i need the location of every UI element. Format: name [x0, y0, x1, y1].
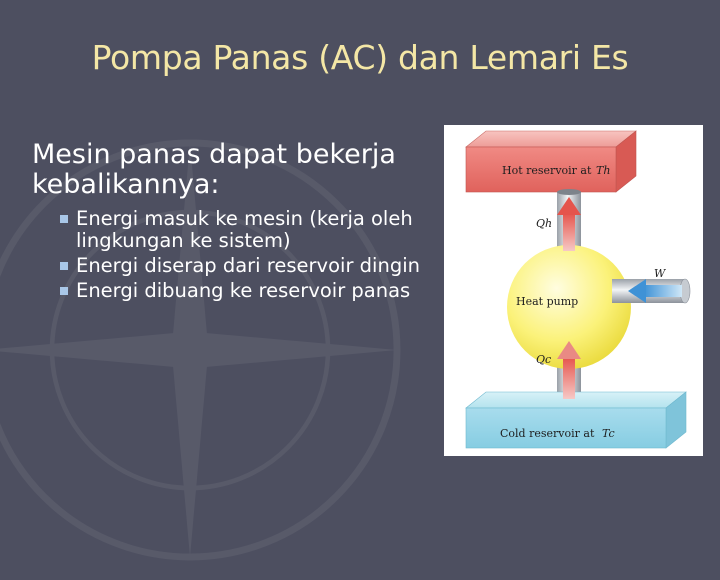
intro-text: Mesin panas dapat bekerja kebalikannya: — [32, 139, 396, 200]
bullet-marker-icon — [60, 287, 68, 295]
cold-reservoir-label: Cold reservoir at — [500, 427, 595, 440]
bullet-item — [60, 280, 420, 302]
slide-title: Pompa Panas (AC) dan Lemari Es — [91, 38, 629, 77]
heat-pump-diagram — [444, 125, 703, 456]
bullet-marker-icon — [60, 215, 68, 223]
bullet-text: Energi diserap dari reservoir dingin — [76, 254, 420, 277]
cold-temperature-symbol: Tc — [602, 427, 615, 440]
heat-pump-label: Heat pump — [516, 295, 579, 308]
hot-reservoir-block — [466, 131, 636, 192]
bullet-marker-icon — [60, 262, 68, 270]
bullet-text: Energi dibuang ke reservoir panas — [76, 279, 411, 302]
hot-reservoir-label: Hot reservoir at — [502, 164, 592, 177]
qc-label: Qc — [536, 353, 552, 366]
hot-temperature-symbol: Th — [596, 164, 611, 177]
qh-label: Qh — [536, 217, 553, 230]
bullet-text: Energi masuk ke mesin (kerja oleh lingkungan ke sistem) — [76, 207, 413, 252]
bullet-list — [60, 208, 420, 305]
bullet-item — [60, 255, 420, 277]
work-label: W — [654, 267, 666, 280]
bullet-item — [60, 208, 420, 252]
